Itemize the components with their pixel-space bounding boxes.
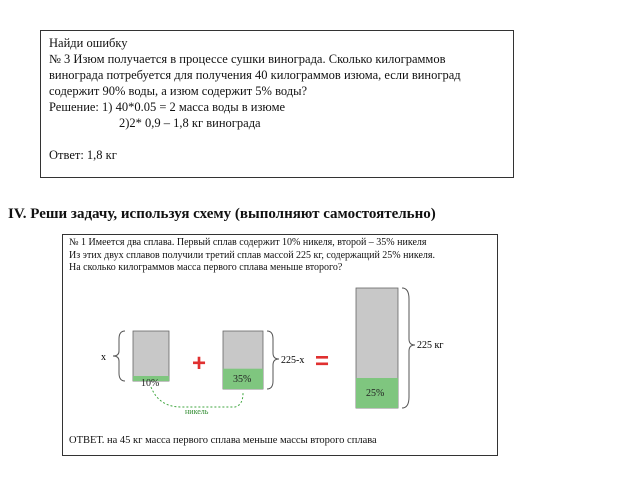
plus-sign: + [192,350,207,377]
alloy-3-percent-label: 25% [366,388,385,399]
alloy-2-mass-label: 225-x [281,355,305,366]
task-title: Найди ошибку [49,36,128,50]
alloy-3-mass-label: 225 кг [417,340,444,351]
problem-line-1: № 1 Имеется два сплава. Первый сплав содержит 10% никеля, второй – 35% никеля [69,237,427,248]
problem-answer: ОТВЕТ. на 45 кг масса первого сплава меньше массы второго сплава [69,435,377,446]
equals-sign: = [315,348,330,375]
alloy-1-bar [133,331,169,381]
task-text-line-3: содержит 90% воды, а изюм содержит 5% воды? [49,84,308,98]
section-heading: IV. Реши задачу, используя схему (выполняют самостоятельно) [8,206,436,222]
alloy-1-brace [113,331,125,381]
problem-line-3: На сколько килограммов масса первого сплава меньше второго? [69,262,343,273]
nickel-connector [151,387,243,407]
task-text-line-2: винограда потребуется для получения 40 килограммов изюма, если виноград [49,68,461,82]
alloy-diagram [63,235,499,457]
task-answer: Ответ: 1,8 кг [49,148,117,162]
alloy-problem-box [62,234,498,456]
alloy-3-brace [402,288,415,408]
alloy-1-percent-label: 10% [141,378,160,389]
task-text-line-1: № 3 Изюм получается в процессе сушки винограда. Сколько килограммов [49,52,446,66]
solution-step-2: 2)2* 0,9 – 1,8 кг винограда [119,116,261,130]
alloy-2-brace [267,331,279,389]
problem-line-2: Из этих двух сплавов получили третий сплав массой 225 кг, содержащий 25% никеля. [69,249,435,261]
solution-step-1: Решение: 1) 40*0.05 = 2 масса воды в изюме [49,100,286,114]
alloy-1-mass-label: x [101,352,106,363]
alloy-2-percent-label: 35% [233,374,252,385]
error-task-box [40,30,514,178]
nickel-label: никель [185,407,209,416]
